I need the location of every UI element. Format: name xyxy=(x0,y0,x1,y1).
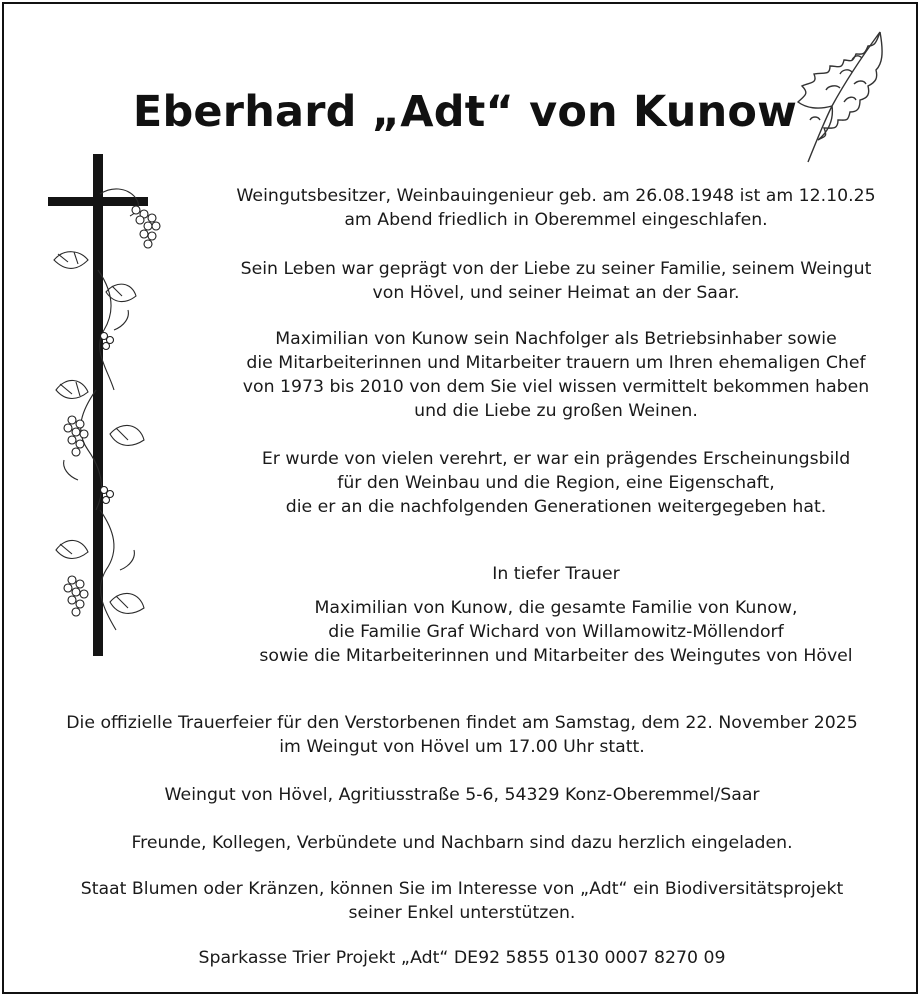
text-line: Weingut von Hövel, Agritiusstraße 5-6, 54329 Konz-Oberemmel/Saar xyxy=(164,785,760,805)
funeral-paragraph xyxy=(20,711,904,759)
text-line: und die Liebe zu großen Weinen. xyxy=(414,401,698,421)
donation-paragraph xyxy=(20,877,904,925)
text-line: Sein Leben war geprägt von der Liebe zu seiner Familie, seinem Weingut xyxy=(240,259,872,279)
page-title: Eberhard „Adt“ von Kunow xyxy=(132,86,798,137)
successor-paragraph xyxy=(196,327,916,423)
invitation-line xyxy=(20,831,904,855)
text-line: Er wurde von vielen verehrt, er war ein prägendes Erscheinungsbild xyxy=(261,449,851,469)
mourning-heading xyxy=(196,562,916,586)
text-line: In tiefer Trauer xyxy=(492,564,620,584)
life-paragraph xyxy=(196,257,916,305)
text-line: Staat Blumen oder Kränzen, können Sie im Interesse von „Adt“ ein Biodiversitätsprojekt xyxy=(80,879,844,899)
text-line: die Familie Graf Wichard von Willamowitz-Möllendorf xyxy=(328,622,784,642)
cross-with-grapevine-icon xyxy=(44,150,172,662)
text-line: Freunde, Kollegen, Verbündete und Nachbarn sind dazu herzlich eingeladen. xyxy=(131,833,793,853)
text-line: von 1973 bis 2010 von dem Sie viel wissen vermittelt bekommen haben xyxy=(242,377,870,397)
legacy-paragraph xyxy=(196,447,916,519)
text-line: die er an die nachfolgenden Generationen weitergegeben hat. xyxy=(285,497,827,517)
text-line: Maximilian von Kunow, die gesamte Familie von Kunow, xyxy=(314,598,798,618)
text-line: Die offizielle Trauerfeier für den Verstorbenen findet am Samstag, dem 22. November 2025 xyxy=(66,713,858,733)
intro-paragraph xyxy=(196,184,916,232)
text-line: Sparkasse Trier Projekt „Adt“ DE92 5855 0130 0007 8270 09 xyxy=(198,948,726,968)
oak-leaf-icon xyxy=(788,24,892,166)
text-line: für den Weinbau und die Region, eine Eigenschaft, xyxy=(337,473,775,493)
mourners-list xyxy=(196,596,916,668)
text-line: Maximilian von Kunow sein Nachfolger als Betriebsinhaber sowie xyxy=(275,329,837,349)
address-line xyxy=(20,783,904,807)
text-line: am Abend friedlich in Oberemmel eingeschlafen. xyxy=(344,210,768,230)
text-line: Weingutsbesitzer, Weinbauingenieur geb. am 26.08.1948 ist am 12.10.25 xyxy=(236,186,876,206)
text-line: die Mitarbeiterinnen und Mitarbeiter trauern um Ihren ehemaligen Chef xyxy=(246,353,866,373)
text-line: sowie die Mitarbeiterinnen und Mitarbeiter des Weingutes von Hövel xyxy=(259,646,853,666)
text-line: im Weingut von Hövel um 17.00 Uhr statt. xyxy=(279,737,645,757)
bank-details-line xyxy=(20,946,904,970)
text-line: seiner Enkel unterstützen. xyxy=(348,903,576,923)
text-line: von Hövel, und seiner Heimat an der Saar. xyxy=(372,283,740,303)
